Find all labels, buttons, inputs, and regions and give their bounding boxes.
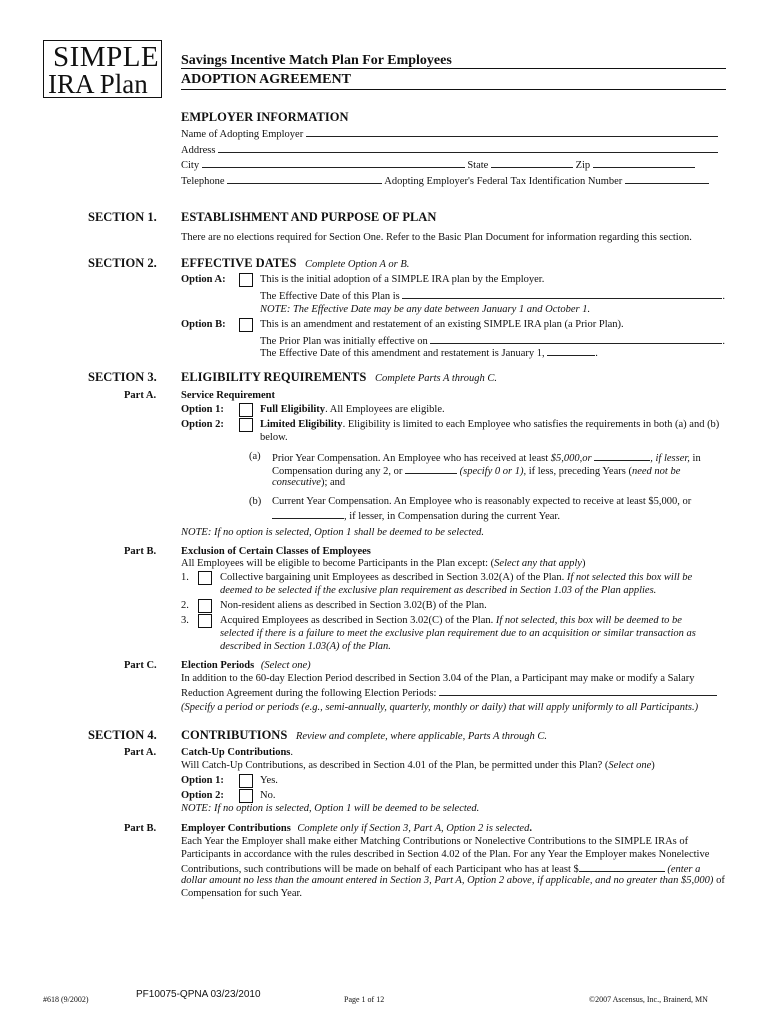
effective-date-note: NOTE: The Effective Date may be any date between January 1 and October 1.: [260, 304, 591, 315]
employer-contrib-hint: Complete only if Section 3, Part A, Option 2 is selected: [297, 823, 530, 834]
employer-contrib-line-1: Each Year the Employer shall make either Matching Contributions or Nonelective Contributions to the SIMPLE IRAs of: [181, 836, 689, 847]
criterion-b-text-2: , if lesser, in Compensation during the current Year.: [344, 511, 560, 522]
city-label: City: [181, 160, 200, 171]
employer-name-row: [181, 127, 718, 140]
election-periods-heading: Election Periods: [181, 660, 255, 671]
criterion-a-need-not: need not be: [631, 466, 681, 477]
exclusion-3-line-2: selected if there is a failure to meet the exclusive plan requirement due to an acquisition or similar transaction as: [220, 628, 696, 639]
full-eligibility-checkbox[interactable]: [239, 403, 253, 417]
state-field[interactable]: [491, 158, 573, 168]
header-rule-1: [181, 68, 726, 69]
s4-part-b-label: Part B.: [124, 823, 157, 834]
catchup-question-hint: Select one: [608, 760, 652, 771]
option-b-line-2-row: The Prior Plan was initially effective on .: [260, 336, 726, 347]
state-label: State: [467, 160, 489, 171]
section-2-hint: Complete Option A or B.: [305, 259, 410, 270]
criterion-a-text-2: Compensation during any 2, or: [272, 466, 403, 477]
limited-eligibility-text-2: below.: [260, 432, 288, 443]
criterion-a-text-3: if less, preceding Years (: [526, 466, 632, 477]
catchup-no-checkbox[interactable]: [239, 789, 253, 803]
option-a-line-2-row: The Effective Date of this Plan is .: [260, 291, 726, 302]
election-periods-line-1: In addition to the 60-day Election Period described in Section 3.04 of the Plan, a Participant may make or modify a Salary: [181, 673, 695, 684]
section-2-label: SECTION 2.: [88, 256, 157, 270]
employer-contrib-heading-row: Employer Contributions Complete only if Section 3, Part A, Option 2 is selected.: [181, 823, 532, 834]
preceding-years-field[interactable]: [405, 464, 457, 474]
option-b-checkbox[interactable]: [239, 318, 253, 332]
criterion-a-text: Prior Year Compensation. An Employee who has received at least: [272, 453, 551, 464]
s3-option-2-label: Option 2:: [181, 419, 224, 430]
catchup-question-end: ): [651, 760, 655, 771]
address-row: [181, 143, 718, 156]
criterion-a-line-2: [272, 464, 680, 477]
election-periods-hint: (Select one): [260, 660, 311, 671]
option-a-checkbox[interactable]: [239, 273, 253, 287]
employer-contrib-line-2: Participants in accordance with the rules described in Section 4.02 of the Plan. For any Year the Employer makes Nonelective: [181, 849, 710, 860]
prior-plan-date-field[interactable]: [430, 334, 722, 344]
s3-option-1-label: Option 1:: [181, 404, 224, 415]
section-2-title-row: [181, 256, 409, 271]
criterion-b-line-1: Current Year Compensation. An Employee who is reasonably expected to receive at least $5,000, or: [272, 496, 692, 507]
address-label: Address: [181, 145, 216, 156]
section-3-title: ELIGIBILITY REQUIREMENTS: [181, 370, 367, 384]
exclusion-intro: [181, 558, 585, 569]
header-rule-2: [181, 89, 726, 90]
full-eligibility-text: . All Employees are eligible.: [325, 404, 445, 415]
option-a-line-1: This is the initial adoption of a SIMPLE IRA plan by the Employer.: [260, 274, 545, 285]
city-row: [181, 158, 695, 171]
taxid-label: Adopting Employer's Federal Tax Identification Number: [384, 176, 623, 187]
section-3-label: SECTION 3.: [88, 370, 157, 384]
exclusion-1-num: 1.: [181, 572, 189, 583]
logo-line-2: IRA Plan: [48, 69, 148, 99]
exclusion-3-line-3: described in Section 1.03(A) of the Plan.: [220, 641, 391, 652]
form-code: PF10075-QPNA 03/23/2010: [136, 989, 261, 1000]
document-subtitle: ADOPTION AGREEMENT: [181, 72, 351, 87]
service-requirement-heading: Service Requirement: [181, 390, 275, 401]
section-2-title: EFFECTIVE DATES: [181, 256, 297, 270]
exclusion-1-italic: If not selected this box will be: [566, 572, 693, 583]
city-field[interactable]: [202, 158, 465, 168]
limited-eligibility-text: . Eligibility is limited to each Employee who satisfies the requirements in both (a) and (b): [342, 419, 720, 430]
catchup-heading: Catch-Up Contributions: [181, 747, 291, 758]
exclusion-intro-end: ): [581, 558, 586, 569]
s3-part-a-note: NOTE: If no option is selected, Option 1 shall be deemed to be selected.: [181, 527, 484, 538]
employer-contrib-line-5: Compensation for such Year.: [181, 888, 303, 899]
criterion-a-line-1: [272, 451, 701, 464]
employer-name-label: Name of Adopting Employer: [181, 129, 304, 140]
page-number: Page 1 of 12: [344, 995, 385, 1004]
zip-field[interactable]: [593, 158, 695, 168]
criterion-a-if-lesser: , if lesser,: [650, 453, 690, 464]
election-periods-line-2: Reduction Agreement during the following Election Periods:: [181, 688, 437, 699]
exclusion-3-text: Acquired Employees as described in Section 3.02(C) of the Plan.: [220, 615, 496, 626]
exclusion-3-italic: If not selected, this box will be deemed to be: [495, 615, 682, 626]
catchup-question: [181, 760, 655, 771]
s4-part-a-label: Part A.: [124, 747, 157, 758]
s4-part-a-note: NOTE: If no option is selected, Option 1 will be deemed to be selected.: [181, 803, 480, 814]
copyright: ©2007 Ascensus, Inc., Brainerd, MN: [589, 995, 708, 1004]
section-4-title: CONTRIBUTIONS: [181, 728, 288, 742]
exclusion-2-num: 2.: [181, 600, 189, 611]
form-number: #618 (9/2002): [43, 995, 89, 1004]
full-eligibility-row: [260, 404, 445, 415]
full-eligibility-label: Full Eligibility: [260, 404, 326, 415]
catchup-heading-row: Catch-Up Contributions.: [181, 747, 294, 758]
section-4-title-row: [181, 728, 547, 743]
exclusion-3-checkbox[interactable]: [198, 614, 212, 628]
address-field[interactable]: [218, 143, 718, 153]
election-periods-instruction: (Specify a period or periods (e.g., semi-annually, quarterly, monthly or daily) that will apply uniformly to all Participants.): [181, 702, 699, 713]
option-b-line-1: This is an amendment and restatement of an existing SIMPLE IRA plan (a Prior Plan).: [260, 319, 624, 330]
election-periods-heading-row: [181, 660, 311, 671]
s3-part-c-label: Part C.: [124, 660, 157, 671]
prior-year-comp-field[interactable]: [594, 451, 650, 461]
employer-contrib-text-3: Contributions, such contributions will be made on behalf of each Participant who has at least $: [181, 864, 579, 875]
simple-ira-logo: [43, 40, 162, 98]
option-a-label: Option A:: [181, 274, 226, 285]
exclusion-intro-hint: Select any that apply: [494, 558, 582, 569]
criterion-b-line-2: [272, 509, 560, 522]
election-periods-field[interactable]: [439, 686, 717, 696]
zip-label: Zip: [575, 160, 591, 171]
option-a-line-2: The Effective Date of this Plan is: [260, 291, 400, 302]
telephone-row: [181, 174, 709, 187]
catchup-yes-text: Yes.: [260, 775, 278, 786]
criterion-a-label: (a): [249, 451, 261, 462]
employer-heading: EMPLOYER INFORMATION: [181, 110, 349, 124]
exclusion-heading: Exclusion of Certain Classes of Employees: [181, 546, 371, 557]
nonelective-amount-field[interactable]: [579, 862, 665, 872]
criterion-b-label: (b): [249, 496, 262, 507]
exclusion-3-line-1: [220, 615, 682, 626]
s4-option-2-label: Option 2:: [181, 790, 224, 801]
option-b-label: Option B:: [181, 319, 226, 330]
criterion-a-specify: (specify 0 or 1),: [459, 466, 527, 477]
employer-contrib-enter: (enter a: [667, 864, 701, 875]
telephone-field[interactable]: [227, 174, 382, 184]
effective-date-field[interactable]: [402, 289, 722, 299]
catchup-no-text: No.: [260, 790, 276, 801]
logo-line-1: SIMPLE: [53, 41, 160, 73]
criterion-a-amount: $5,000,or: [550, 453, 592, 464]
restatement-year-field[interactable]: [547, 346, 595, 356]
employer-contrib-line-3: [181, 862, 700, 875]
catchup-question-text: Will Catch-Up Contributions, as described in Section 4.01 of the Plan, be permitted under this Plan? (: [181, 760, 609, 771]
option-b-line-2: The Prior Plan was initially effective on: [260, 336, 428, 347]
section-1-label: SECTION 1.: [88, 210, 157, 224]
exclusion-1-line-2: deemed to be selected if the exclusive plan requirement as described in Section 1.03 of the Plan applies.: [220, 585, 657, 596]
exclusion-1-text: Collective bargaining unit Employees as described in Section 3.02(A) of the Plan.: [220, 572, 567, 583]
s3-part-b-label: Part B.: [124, 546, 157, 557]
employer-contrib-heading: Employer Contributions: [181, 823, 291, 834]
criterion-a-consecutive: consecutive: [272, 477, 321, 488]
taxid-field[interactable]: [625, 174, 709, 184]
current-year-comp-field[interactable]: [272, 509, 344, 519]
document-title: Savings Incentive Match Plan For Employees: [181, 53, 452, 68]
criterion-a-in: in: [689, 453, 701, 464]
section-4-label: SECTION 4.: [88, 728, 157, 742]
section-1-text: There are no elections required for Section One. Refer to the Basic Plan Document for information regarding this section.: [181, 232, 692, 243]
exclusion-intro-text: All Employees will be eligible to become Participants in the Plan except: (: [181, 558, 495, 569]
section-4-hint: Review and complete, where applicable, Parts A through C.: [295, 731, 547, 742]
exclusion-1-checkbox[interactable]: [198, 571, 212, 585]
employer-contrib-line-4: [181, 875, 725, 886]
section-1-title: ESTABLISHMENT AND PURPOSE OF PLAN: [181, 210, 437, 224]
exclusion-3-num: 3.: [181, 615, 189, 626]
telephone-label: Telephone: [181, 176, 225, 187]
exclusion-2-text: Non-resident aliens as described in Section 3.02(B) of the Plan.: [220, 600, 487, 611]
section-3-title-row: [181, 370, 497, 385]
election-periods-line-2-row: [181, 686, 717, 699]
option-b-line-3-row: The Effective Date of this amendment and restatement is January 1, .: [260, 348, 598, 359]
section-3-hint: Complete Parts A through C.: [374, 373, 498, 384]
limited-eligibility-checkbox[interactable]: [239, 418, 253, 432]
criterion-a-line-3: [272, 477, 345, 488]
exclusion-2-checkbox[interactable]: [198, 599, 212, 613]
catchup-yes-checkbox[interactable]: [239, 774, 253, 788]
employer-contrib-italic: dollar amount no less than the amount entered in Section 3, Part A, Option 2 above, if applicable, and no greater than $5,000): [181, 875, 714, 886]
limited-eligibility-label: Limited Eligibility: [260, 419, 343, 430]
option-b-line-3: The Effective Date of this amendment and restatement is January 1,: [260, 348, 545, 359]
exclusion-1-line-1: [220, 572, 692, 583]
s4-option-1-label: Option 1:: [181, 775, 224, 786]
limited-eligibility-row: [260, 419, 719, 430]
employer-name-field[interactable]: [306, 127, 718, 137]
s3-part-a-label: Part A.: [124, 390, 157, 401]
employer-contrib-of: of: [713, 875, 725, 886]
criterion-a-end: ); and: [320, 477, 346, 488]
